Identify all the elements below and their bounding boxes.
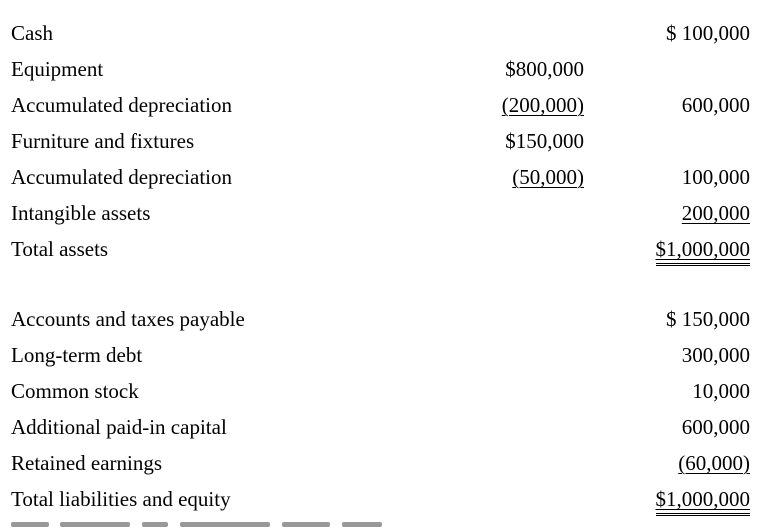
clipped-text-line bbox=[0, 520, 764, 528]
row-label: Equipment bbox=[11, 57, 104, 81]
clipped-glyphs bbox=[60, 522, 130, 527]
row-long-term-debt bbox=[0, 342, 764, 378]
row-amount-value: 200,000 bbox=[681, 201, 750, 225]
row-cash bbox=[0, 20, 764, 56]
row-label: Retained earnings bbox=[11, 451, 163, 475]
clipped-glyphs bbox=[342, 522, 382, 527]
clipped-glyphs bbox=[11, 522, 49, 527]
row-label: Accounts and taxes payable bbox=[11, 307, 245, 331]
row-subamount: (200,000) bbox=[501, 93, 584, 117]
clipped-glyphs bbox=[180, 522, 270, 527]
row-total-liabilities-and-equity bbox=[0, 486, 764, 522]
row-amount: $ 150,000 bbox=[666, 307, 750, 331]
row-subamount: (50,000) bbox=[512, 165, 584, 189]
row-subamount: $800,000 bbox=[505, 57, 584, 81]
row-amount: $1,000,000 bbox=[656, 486, 751, 516]
row-label: Additional paid-in capital bbox=[11, 415, 227, 439]
row-label: Total liabilities and equity bbox=[11, 487, 231, 511]
clipped-glyphs bbox=[142, 522, 168, 527]
row-amount: 300,000 bbox=[681, 343, 750, 367]
row-label: Accumulated depreciation bbox=[11, 165, 232, 189]
row-amount bbox=[670, 450, 750, 476]
clipped-glyphs bbox=[282, 522, 330, 527]
row-amount: 600,000 bbox=[681, 93, 750, 117]
row-label: Long-term debt bbox=[11, 343, 143, 367]
row-equipment bbox=[0, 56, 764, 92]
row-label: Cash bbox=[11, 21, 53, 45]
row-label: Intangible assets bbox=[11, 201, 151, 225]
row-amount: 10,000 bbox=[692, 379, 750, 403]
row-amount: $ 100,000 bbox=[666, 21, 750, 45]
row-label: Total assets bbox=[11, 237, 109, 261]
row-label: Furniture and fixtures bbox=[11, 129, 195, 153]
row-accumulated-depreciation-equipment bbox=[0, 92, 764, 128]
row-accumulated-depreciation-furniture bbox=[0, 164, 764, 200]
row-label: Common stock bbox=[11, 379, 139, 403]
row-accounts-and-taxes-payable bbox=[0, 306, 764, 342]
row-intangible-assets bbox=[0, 200, 764, 236]
row-amount: $1,000,000 bbox=[656, 236, 751, 266]
row-total-assets bbox=[0, 236, 764, 272]
row-common-stock bbox=[0, 378, 764, 414]
row-amount-value: (60,000) bbox=[678, 451, 750, 475]
row-retained-earnings bbox=[0, 450, 764, 486]
row-furniture-and-fixtures bbox=[0, 128, 764, 164]
row-amount: 600,000 bbox=[681, 415, 750, 439]
row-additional-paid-in-capital bbox=[0, 414, 764, 450]
row-amount bbox=[674, 200, 750, 226]
row-label: Accumulated depreciation bbox=[11, 93, 232, 117]
row-amount: 100,000 bbox=[681, 165, 750, 189]
row-subamount: $150,000 bbox=[505, 129, 584, 153]
